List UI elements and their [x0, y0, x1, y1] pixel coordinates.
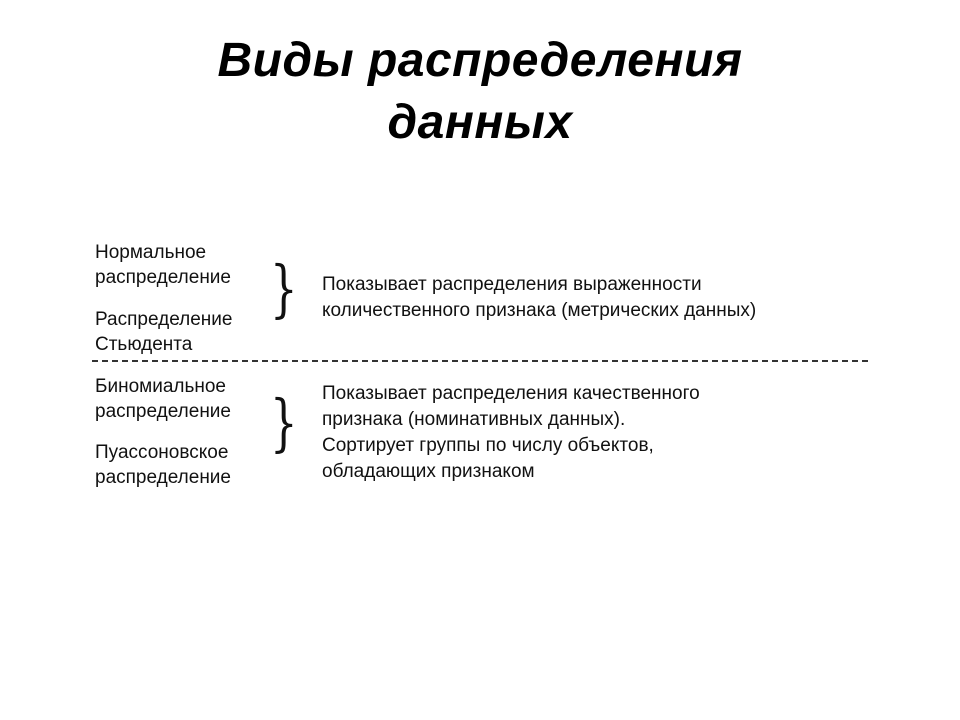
slide-title [80, 30, 880, 154]
binomial-distribution-label-line-2: распределение [95, 401, 231, 422]
slide-title-line-1: Виды распределения [217, 34, 743, 87]
group1-description-line-1: Показывает распределения выраженности [322, 274, 702, 295]
poisson-distribution-label-line-2: распределение [95, 467, 231, 488]
poisson-distribution-label-line-1: Пуассоновское [95, 442, 229, 463]
student-distribution-label-line-1: Распределение [95, 309, 233, 330]
normal-distribution-label-line-1: Нормальное [95, 242, 207, 263]
normal-distribution-label-line-2: распределение [95, 267, 231, 288]
student-distribution-label-line-2: Стьюдента [95, 334, 193, 355]
student-distribution-label [95, 307, 232, 357]
group2-description-line-1: Показывает распределения качественного [322, 383, 700, 404]
binomial-distribution-label [95, 374, 231, 424]
group1-description [322, 272, 756, 324]
slide-title-line-2: данных [387, 96, 573, 149]
group2-description-line-2: признака (номинативных данных). [322, 409, 626, 430]
group2-right-brace: } [270, 386, 298, 459]
poisson-distribution-label [95, 440, 231, 490]
group1-description-line-2: количественного признака (метрических данных) [322, 300, 757, 321]
group1-right-brace: } [270, 252, 298, 325]
group2-description [322, 381, 700, 485]
dashed-divider [92, 360, 868, 362]
group2-description-line-4: обладающих признаком [322, 461, 535, 482]
group2-description-line-3: Сортирует группы по числу объектов, [322, 435, 654, 456]
binomial-distribution-label-line-1: Биномиальное [95, 376, 226, 397]
normal-distribution-label [95, 240, 231, 290]
